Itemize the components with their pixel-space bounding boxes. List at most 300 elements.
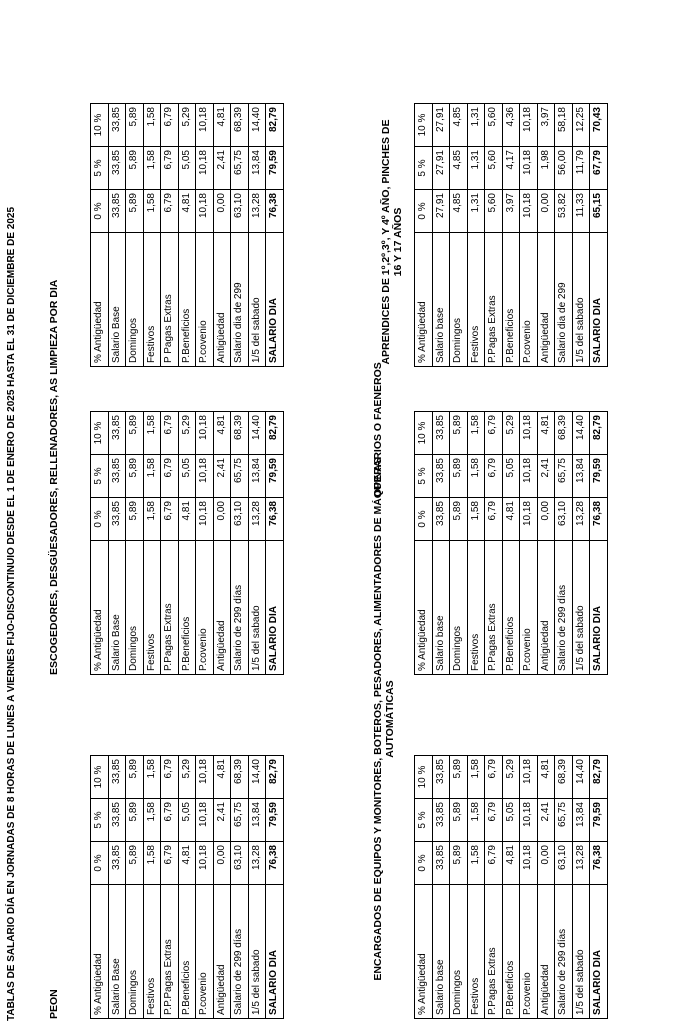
cell-value: 10,18	[196, 799, 214, 842]
row-label: Domingos	[450, 541, 468, 675]
cell-value: 56,00	[555, 147, 573, 190]
cell-value: 76,38	[266, 190, 284, 233]
row-label: P.covenio	[196, 541, 214, 675]
cell-value: 63,10	[231, 842, 249, 885]
cell-value: 5,29	[178, 756, 196, 799]
table-row	[502, 412, 520, 675]
cell-value: 1,58	[143, 104, 161, 147]
cell-value: 5,89	[126, 455, 144, 498]
table-total-row	[590, 412, 608, 675]
cell-value: 13,84	[248, 147, 266, 190]
cell-value: 33,85	[432, 756, 450, 799]
cell-value: 33,85	[108, 756, 126, 799]
cell-value: 10,18	[520, 190, 538, 233]
cell-value: 13,28	[248, 190, 266, 233]
table-row	[231, 104, 249, 367]
cell-value: 0,00	[213, 498, 231, 541]
cell-value: 4,81	[178, 190, 196, 233]
page-title: TABLAS DE SALARIO DÍA EN JORNADAS DE 8 HORAS DE LUNES A VIERNES FIJO-DISCONTINUIO DESDE EL 1 DE ENERO DE 2025 HASTA EL 31 DE DICIEMBRE DE 2025	[6, 206, 17, 1021]
cell-value: 63,10	[231, 498, 249, 541]
row-label: 1/5 del sabado	[572, 233, 590, 367]
row-label: Domingos	[126, 541, 144, 675]
table-escogedores-a	[90, 411, 284, 675]
table-row	[572, 412, 590, 675]
row-label: Festivos	[467, 233, 485, 367]
row-label: % Antigüedad	[91, 233, 109, 367]
row-label: SALARIO DIA	[590, 233, 608, 367]
cell-value: 13,84	[248, 455, 266, 498]
table-row	[213, 412, 231, 675]
cell-value: 12,25	[572, 104, 590, 147]
row-label: Salario de 299 días	[555, 541, 573, 675]
cell-value: 14,40	[572, 412, 590, 455]
section-title-escogedores: ESCOGEDORES, DESGÜESADORES, RELLENADORES, AS LIMPIEZA POR DIA	[48, 279, 60, 675]
table-row	[178, 104, 196, 367]
table-row	[485, 104, 503, 367]
cell-value: 5,89	[126, 412, 144, 455]
row-label: Salario dia de 299	[555, 233, 573, 367]
row-label: Festivos	[467, 541, 485, 675]
table-row	[485, 756, 503, 1019]
cell-value: 5 %	[91, 455, 109, 498]
table-row	[143, 756, 161, 1019]
cell-value: 0 %	[91, 842, 109, 885]
cell-value: 0 %	[91, 498, 109, 541]
table-row	[467, 756, 485, 1019]
cell-value: 13,28	[248, 498, 266, 541]
table-row	[161, 756, 179, 1019]
cell-value: 5,60	[485, 190, 503, 233]
table-row	[231, 412, 249, 675]
cell-value: 6,79	[485, 842, 503, 885]
table-encargados	[414, 755, 608, 1019]
section-title-operarios: OPERARIOS O FAENEROS	[372, 362, 384, 497]
cell-value: 63,10	[231, 190, 249, 233]
cell-value: 5,89	[450, 799, 468, 842]
cell-value: 4,85	[450, 147, 468, 190]
cell-value: 1,58	[467, 799, 485, 842]
row-label: % Antigüedad	[415, 885, 433, 1019]
row-label: 1/5 del sabado	[248, 885, 266, 1019]
section-title-encargados: ENCARGADOS DE EQUIPOS Y MONITORES, BOTEROS, PESADORES, ALIMENTADORES DE MÁQUINAS AUTOMÁTICAS	[372, 457, 396, 981]
table-row	[196, 412, 214, 675]
cell-value: 4,81	[537, 412, 555, 455]
row-label: Festivos	[143, 233, 161, 367]
cell-value: 76,38	[590, 842, 608, 885]
row-label: 1/5 del sabado	[248, 541, 266, 675]
cell-value: 6,79	[485, 412, 503, 455]
cell-value: 5,89	[450, 842, 468, 885]
cell-value: 0,00	[537, 842, 555, 885]
cell-value: 67,79	[590, 147, 608, 190]
cell-value: 0,00	[537, 190, 555, 233]
cell-value: 10,18	[520, 104, 538, 147]
cell-value: 11,33	[572, 190, 590, 233]
cell-value: 33,85	[432, 799, 450, 842]
cell-value: 4,81	[178, 498, 196, 541]
cell-value: 4,85	[450, 190, 468, 233]
cell-value: 58,18	[555, 104, 573, 147]
row-label: % Antigüedad	[415, 541, 433, 675]
cell-value: 10,18	[520, 412, 538, 455]
cell-value: 5,89	[126, 842, 144, 885]
row-label: Salario base	[432, 233, 450, 367]
table-row	[196, 104, 214, 367]
row-label: P.Pagas Extras	[485, 541, 503, 675]
row-label: Salario de 299 días	[231, 541, 249, 675]
cell-value: 82,79	[266, 756, 284, 799]
table-row	[178, 412, 196, 675]
row-label: Salario Base	[108, 233, 126, 367]
cell-value: 2,41	[213, 799, 231, 842]
row-label: Salario dia de 299	[231, 233, 249, 367]
cell-value: 4,81	[178, 842, 196, 885]
table-row	[143, 104, 161, 367]
cell-value: 33,85	[108, 190, 126, 233]
table-row	[502, 104, 520, 367]
cell-value: 5,89	[126, 498, 144, 541]
cell-value: 10,18	[196, 842, 214, 885]
table-header-row	[91, 104, 109, 367]
cell-value: 5,89	[450, 756, 468, 799]
table-row	[432, 104, 450, 367]
row-label: SALARIO DIA	[590, 885, 608, 1019]
cell-value: 33,85	[432, 842, 450, 885]
cell-value: 65,15	[590, 190, 608, 233]
row-label: Salario Base	[108, 885, 126, 1019]
cell-value: 14,40	[248, 412, 266, 455]
cell-value: 1,58	[143, 455, 161, 498]
cell-value: 3,97	[537, 104, 555, 147]
cell-value: 10,18	[196, 104, 214, 147]
row-label: P.Beneficios	[178, 885, 196, 1019]
table-header-row	[415, 756, 433, 1019]
cell-value: 33,85	[108, 842, 126, 885]
cell-value: 5,89	[126, 756, 144, 799]
cell-value: 1,31	[467, 104, 485, 147]
cell-value: 27,91	[432, 147, 450, 190]
cell-value: 6,79	[161, 190, 179, 233]
cell-value: 0 %	[415, 498, 433, 541]
row-label: Domingos	[126, 885, 144, 1019]
table-total-row	[266, 104, 284, 367]
table-header-row	[91, 412, 109, 675]
table-total-row	[590, 756, 608, 1019]
cell-value: 1,58	[467, 455, 485, 498]
cell-value: 5,29	[178, 104, 196, 147]
row-label: Domingos	[450, 233, 468, 367]
cell-value: 10 %	[91, 412, 109, 455]
cell-value: 68,39	[555, 412, 573, 455]
cell-value: 5,89	[450, 498, 468, 541]
cell-value: 79,59	[590, 455, 608, 498]
cell-value: 10 %	[415, 104, 433, 147]
cell-value: 10,18	[520, 842, 538, 885]
cell-value: 1,58	[143, 498, 161, 541]
cell-value: 0 %	[415, 842, 433, 885]
cell-value: 0,00	[213, 842, 231, 885]
cell-value: 10,18	[520, 498, 538, 541]
cell-value: 5 %	[415, 799, 433, 842]
cell-value: 13,28	[572, 498, 590, 541]
row-label: SALARIO DIA	[266, 233, 284, 367]
cell-value: 1,58	[143, 412, 161, 455]
cell-value: 4,81	[537, 756, 555, 799]
table-row	[555, 756, 573, 1019]
cell-value: 14,40	[248, 756, 266, 799]
row-label: SALARIO DIA	[590, 541, 608, 675]
cell-value: 5,05	[502, 455, 520, 498]
cell-value: 76,38	[590, 498, 608, 541]
cell-value: 13,28	[572, 842, 590, 885]
table-escogedores-b	[90, 103, 284, 367]
cell-value: 1,31	[467, 147, 485, 190]
table-header-row	[91, 756, 109, 1019]
cell-value: 10,18	[520, 147, 538, 190]
table-row	[432, 756, 450, 1019]
row-label: P.P.Pagas Extras	[161, 885, 179, 1019]
cell-value: 1,58	[467, 842, 485, 885]
table-row	[248, 756, 266, 1019]
cell-value: 10,18	[520, 455, 538, 498]
cell-value: 63,10	[555, 842, 573, 885]
table-row	[231, 756, 249, 1019]
cell-value: 6,79	[161, 799, 179, 842]
cell-value: 10,18	[196, 412, 214, 455]
cell-value: 5,89	[126, 799, 144, 842]
cell-value: 33,85	[108, 799, 126, 842]
cell-value: 14,40	[248, 104, 266, 147]
row-label: P Pagas Extras	[161, 233, 179, 367]
row-label: Domingos	[450, 885, 468, 1019]
table-aprendices	[414, 103, 608, 367]
row-label: Antigüedad	[213, 541, 231, 675]
row-label: 1/5 del sabado	[572, 885, 590, 1019]
cell-value: 4,36	[502, 104, 520, 147]
table-header-row	[415, 412, 433, 675]
cell-value: 82,79	[266, 104, 284, 147]
cell-value: 4,81	[213, 104, 231, 147]
row-label: P.covenio	[520, 885, 538, 1019]
cell-value: 5 %	[415, 455, 433, 498]
cell-value: 10,18	[196, 190, 214, 233]
cell-value: 5,05	[178, 147, 196, 190]
cell-value: 5 %	[415, 147, 433, 190]
row-label: Salario base	[432, 885, 450, 1019]
table-row	[143, 412, 161, 675]
cell-value: 65,75	[555, 799, 573, 842]
cell-value: 5,05	[178, 455, 196, 498]
cell-value: 53,82	[555, 190, 573, 233]
cell-value: 0,00	[537, 498, 555, 541]
cell-value: 10,18	[196, 756, 214, 799]
table-peon	[90, 755, 284, 1019]
cell-value: 68,39	[555, 756, 573, 799]
cell-value: 13,84	[572, 455, 590, 498]
cell-value: 1,58	[467, 498, 485, 541]
table-row	[108, 756, 126, 1019]
table-row	[555, 104, 573, 367]
table-row	[450, 756, 468, 1019]
cell-value: 1,98	[537, 147, 555, 190]
cell-value: 3,97	[502, 190, 520, 233]
cell-value: 1,58	[143, 190, 161, 233]
cell-value: 65,75	[231, 455, 249, 498]
cell-value: 0 %	[415, 190, 433, 233]
cell-value: 6,79	[485, 756, 503, 799]
row-label: P.covenio	[196, 233, 214, 367]
cell-value: 70,43	[590, 104, 608, 147]
cell-value: 14,40	[572, 756, 590, 799]
row-label: Salario Base	[108, 541, 126, 675]
cell-value: 1,58	[143, 147, 161, 190]
row-label: P.covenio	[520, 233, 538, 367]
table-row	[555, 412, 573, 675]
row-label: Salario de 299 días	[555, 885, 573, 1019]
table-row	[213, 756, 231, 1019]
cell-value: 1,58	[467, 412, 485, 455]
cell-value: 65,75	[231, 799, 249, 842]
row-label: Antigüedad	[537, 541, 555, 675]
cell-value: 76,38	[266, 498, 284, 541]
cell-value: 10,18	[520, 799, 538, 842]
cell-value: 5,89	[126, 147, 144, 190]
row-label: Festivos	[143, 885, 161, 1019]
row-label: P.covenio	[520, 541, 538, 675]
row-label: P.Beneficios	[178, 541, 196, 675]
table-row	[537, 104, 555, 367]
cell-value: 68,39	[231, 756, 249, 799]
row-label: P.Pagas Extras	[485, 885, 503, 1019]
cell-value: 10 %	[91, 756, 109, 799]
cell-value: 2,41	[537, 455, 555, 498]
cell-value: 4,81	[213, 756, 231, 799]
row-label: % Antigüedad	[91, 885, 109, 1019]
cell-value: 4,81	[213, 412, 231, 455]
cell-value: 33,85	[432, 455, 450, 498]
cell-value: 4,81	[502, 842, 520, 885]
cell-value: 6,79	[485, 799, 503, 842]
row-label: P.Beneficios	[502, 541, 520, 675]
cell-value: 33,85	[432, 498, 450, 541]
cell-value: 79,59	[266, 455, 284, 498]
table-row	[572, 756, 590, 1019]
cell-value: 2,41	[213, 147, 231, 190]
cell-value: 5,89	[450, 455, 468, 498]
section-title-peon: PEON	[48, 989, 60, 1019]
table-row	[467, 412, 485, 675]
table-row	[248, 104, 266, 367]
row-label: 1/5 del sabado	[572, 541, 590, 675]
row-label: Domingos	[126, 233, 144, 367]
table-row	[572, 104, 590, 367]
cell-value: 6,79	[161, 455, 179, 498]
cell-value: 11,79	[572, 147, 590, 190]
table-row	[161, 412, 179, 675]
row-label: Antigüedad	[537, 885, 555, 1019]
cell-value: 33,85	[108, 147, 126, 190]
cell-value: 5,60	[485, 104, 503, 147]
table-row	[248, 412, 266, 675]
cell-value: 13,28	[248, 842, 266, 885]
cell-value: 5,60	[485, 147, 503, 190]
cell-value: 2,41	[537, 799, 555, 842]
cell-value: 5 %	[91, 799, 109, 842]
table-operarios	[414, 411, 608, 675]
cell-value: 10,18	[196, 147, 214, 190]
table-row	[196, 756, 214, 1019]
cell-value: 4,81	[502, 498, 520, 541]
cell-value: 5,29	[502, 756, 520, 799]
cell-value: 5,05	[502, 799, 520, 842]
row-label: Antigüedad	[213, 885, 231, 1019]
cell-value: 63,10	[555, 498, 573, 541]
table-row	[161, 104, 179, 367]
cell-value: 33,85	[108, 104, 126, 147]
cell-value: 6,79	[161, 412, 179, 455]
table-row	[178, 756, 196, 1019]
cell-value: 65,75	[231, 147, 249, 190]
row-label: SALARIO DIA	[266, 885, 284, 1019]
row-label: % Antigüedad	[415, 233, 433, 367]
table-row	[467, 104, 485, 367]
cell-value: 10,18	[196, 455, 214, 498]
cell-value: 6,79	[161, 104, 179, 147]
cell-value: 82,79	[590, 412, 608, 455]
cell-value: 10 %	[415, 756, 433, 799]
cell-value: 2,41	[213, 455, 231, 498]
cell-value: 10,18	[196, 498, 214, 541]
cell-value: 4,85	[450, 104, 468, 147]
cell-value: 10,18	[520, 756, 538, 799]
cell-value: 33,85	[108, 412, 126, 455]
cell-value: 6,79	[485, 455, 503, 498]
table-row	[126, 412, 144, 675]
cell-value: 4,17	[502, 147, 520, 190]
cell-value: 5,29	[178, 412, 196, 455]
table-total-row	[266, 412, 284, 675]
cell-value: 6,79	[485, 498, 503, 541]
cell-value: 5,89	[126, 190, 144, 233]
cell-value: 13,84	[572, 799, 590, 842]
cell-value: 79,59	[590, 799, 608, 842]
cell-value: 1,58	[143, 842, 161, 885]
row-label: Festivos	[467, 885, 485, 1019]
table-row	[126, 104, 144, 367]
cell-value: 10 %	[91, 104, 109, 147]
table-row	[108, 104, 126, 367]
cell-value: 5 %	[91, 147, 109, 190]
cell-value: 6,79	[161, 147, 179, 190]
row-label: P.Beneficios	[502, 885, 520, 1019]
cell-value: 5,29	[502, 412, 520, 455]
table-row	[213, 104, 231, 367]
table-total-row	[590, 104, 608, 367]
cell-value: 82,79	[590, 756, 608, 799]
table-row	[520, 104, 538, 367]
section-title-aprendices: APRENDICES DE 1º,2º,3º, Y 4º AÑO, PINCHES DE 16 Y 17 AÑOS	[380, 119, 404, 365]
table-row	[450, 104, 468, 367]
cell-value: 1,58	[143, 799, 161, 842]
cell-value: 5,89	[126, 104, 144, 147]
cell-value: 79,59	[266, 799, 284, 842]
table-row	[126, 756, 144, 1019]
cell-value: 68,39	[231, 412, 249, 455]
table-row	[520, 756, 538, 1019]
cell-value: 10 %	[415, 412, 433, 455]
row-label: P.Pagas Extras	[485, 233, 503, 367]
table-total-row	[266, 756, 284, 1019]
